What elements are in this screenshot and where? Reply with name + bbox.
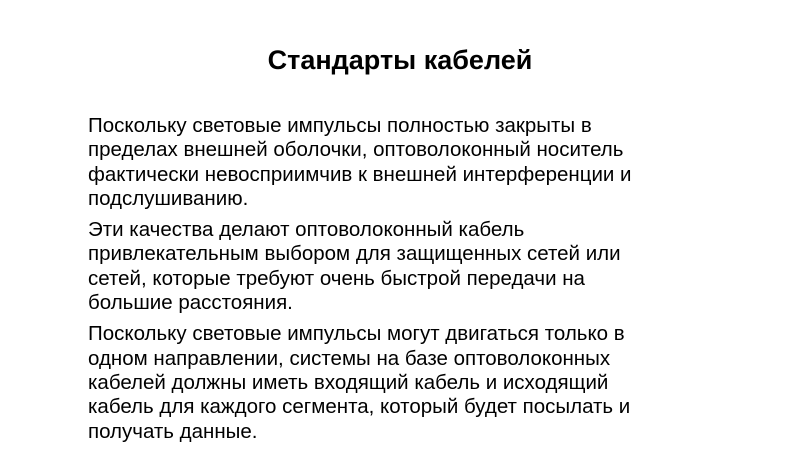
paragraph-1-line-3: фактически невосприимчив к внешней интерференции и [88, 162, 632, 186]
paragraph-2-line-1: Эти качества делают оптоволоконный кабель [88, 218, 525, 242]
paragraph-1 [88, 114, 748, 211]
paragraph-3 [88, 322, 748, 443]
paragraph-1-line-2: пределах внешней оболочки, оптоволоконный носитель [88, 138, 624, 162]
paragraph-2-line-2: привлекательным выбором для защищенных сетей или [88, 242, 621, 266]
paragraph-2 [88, 218, 748, 315]
paragraph-1-line-1: Поскольку световые импульсы полностью закрыты в [88, 114, 592, 137]
slide-body [88, 114, 748, 450]
paragraph-3-line-2: одном направлении, системы на базе оптоволоконных [88, 346, 611, 370]
paragraph-3-line-1: Поскольку световые импульсы могут двигаться только в [88, 322, 625, 346]
slide-title: Стандарты кабелей [267, 45, 533, 75]
paragraph-2-line-3: сетей, которые требуют очень быстрой передачи на [88, 266, 585, 290]
paragraph-3-line-3: кабелей должны иметь входящий кабель и исходящий [88, 370, 609, 394]
paragraph-3-line-4: кабель для каждого сегмента, который будет посылать и [88, 395, 631, 419]
paragraph-1-line-4: подслушиванию. [88, 186, 249, 210]
paragraph-3-line-5: получать данные. [88, 419, 258, 443]
paragraph-2-line-4: большие расстояния. [88, 291, 293, 315]
